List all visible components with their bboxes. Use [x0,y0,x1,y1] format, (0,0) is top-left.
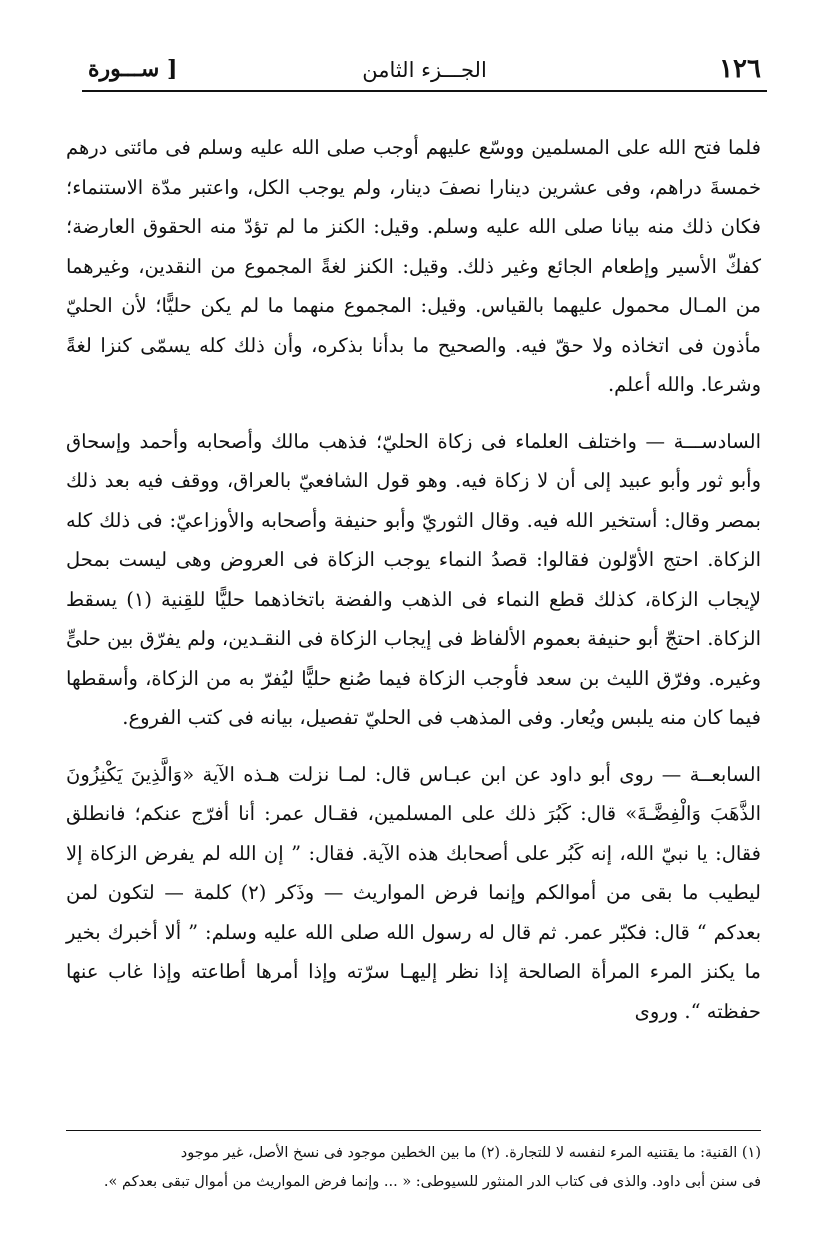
page-number: ١٢٦ [719,54,761,84]
footnotes [66,1130,761,1197]
paragraph-gap [66,405,761,422]
paragraph-1: فلما فتح الله على المسلمين ووسّع عليهم أوجب صلى الله عليه وسلم فى مائتى درهم خمسةَ دراهم، وفى عشرين دينارا نصفَ دينار، ولم يوجب الكل، واعتبر مدّة الاستنماء؛ فكان ذلك منه بيانا صلى الله عليه وسلم. وقيل: الكنز ما لم تؤدّ منه الحقوق العارضة؛ كفكّ الأسير وإطعام الجائع وغير ذلك. وقيل: الكنز لغةً المجموع من النقدين، وغيرهما من المـال محمول عليهما بالقياس. وقيل: المجموع منهما ما لم يكن حليًّا؛ لأن الحليّ مأذون فى اتخاذه ولا حقّ فيه. والصحيح ما بدأنا بذكره، وأن ذلك كله يسمّى كنزا لغةً وشرعا. والله أعلم. [66,136,761,396]
paragraph-gap [66,738,761,755]
main-text [66,128,761,1031]
footnote-line-1: (١) القنية: ما يقتنيه المرء لنفسه لا للتجارة. (٢) ما بين الخطين موجود فى نسخ الأصل، غير موجود [180,1145,761,1161]
footnote-line-2: فى سنن أبى داود. والذى فى كتاب الدر المنثور للسيوطى: « ... وإنما فرض المواريث من أموال تبقى بعدكم ». [103,1174,761,1190]
part-title: الجـــزء الثامن [362,58,487,82]
surah-label: [ ســـورة [88,56,178,82]
paragraph-3: السابعــة — روى أبو داود عن ابن عبـاس قال: لمـا نزلت هـذه الآية «وَالَّذِينَ يَكْنِزُونَ الذَّهَبَ وَالْفِضَّـةَ» قال: كَبُرَ ذلك على المسلمين، فقـال عمر: أنا أفرّج عنكم؛ فانطلق فقال: يا نبيّ الله، إنه كَبُر على أصحابك هذه الآية. فقال: ” إن الله لم يفرض الزكاة إلا ليطيب ما بقى من أموالكم وإنما فرض المواريث — وذَكر (٢) كلمة — لتكون لمن بعدكم “ قال: فكبّر عمر. ثم قال له رسول الله صلى الله عليه وسلم: ” ألا أخبرك بخير ما يكنز المرء المرأة الصالحة إذا نظر إليهـا سرّته وإذا أمرها أطاعته وإذا غاب عنها حفظته “. وروى [66,762,761,1023]
paragraph-2: السادســـة — واختلف العلماء فى زكاة الحليّ؛ فذهب مالك وأصحابه وأحمد وإسحاق وأبو ثور وأبو عبيد إلى أن لا زكاة فيه. وهو قول الشافعيّ بالعراق، ووقف فيه بعد ذلك بمصر وقال: أستخير الله فيه. وقال الثوريّ وأبو حنيفة وأصحابه والأوزاعيّ: فى ذلك كله الزكاة. احتج الأوّلون فقالوا: قصدُ النماء يوجب الزكاة فى العروض وهى ليست بمحل لإيجاب الزكاة، كذلك قطع النماء فى الذهب والفضة باتخاذهما حليًّا للقِنية (١) يسقط الزكاة. احتجّ أبو حنيفة بعموم الألفاظ فى إيجاب الزكاة فى النقـدين، ولم يفرّق بين حلىٍّ وغيره. وفرّق الليث بن سعد فأوجب الزكاة فيما صُنع حليًّا ليُفرّ به من الزكاة، وأسقطها فيما كان منه يلبس ويُعار. وفى المذهب فى الحليّ تفصيل، بيانه فى كتب الفروع. [66,429,761,729]
page-header [82,50,767,92]
